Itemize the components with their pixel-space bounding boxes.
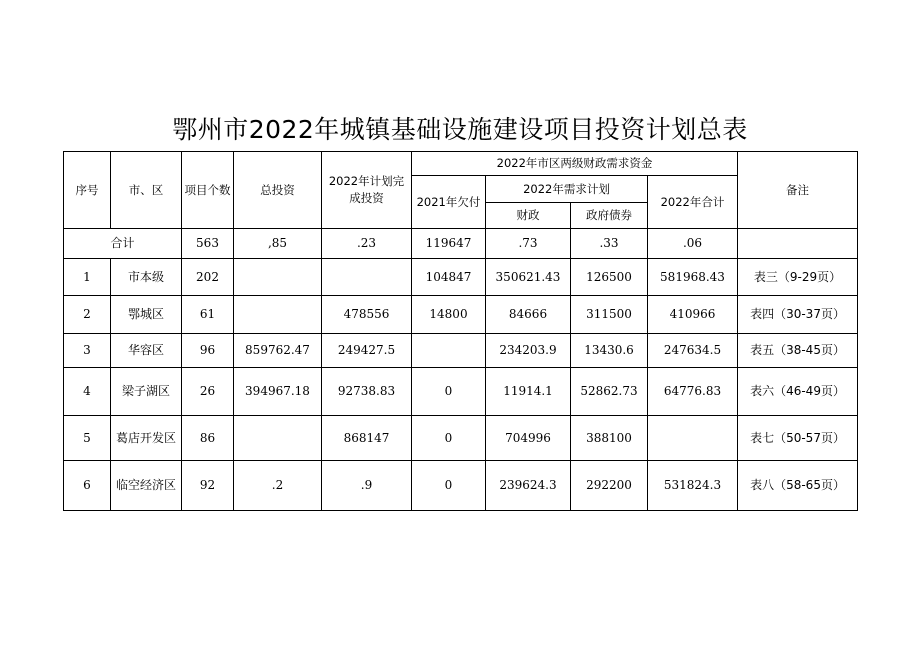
cell-plan-2022: 92738.83 — [322, 368, 412, 416]
cell-arrears-2021 — [412, 334, 486, 368]
cell-remarks: 表三（9-29页） — [738, 259, 858, 296]
header-arrears-2021: 2021年欠付 — [412, 176, 486, 229]
cell-seq: 2 — [64, 296, 111, 334]
header-plan-2022: 2022年计划完成投资 — [322, 152, 412, 229]
header-seq: 序号 — [64, 152, 111, 229]
cell-sum-2022: 531824.3 — [648, 461, 738, 511]
cell-bond: 388100 — [571, 416, 648, 461]
header-district: 市、区 — [111, 152, 182, 229]
header-demand-2022: 2022年需求计划 — [486, 176, 648, 203]
total-invest: ,85 — [234, 229, 322, 259]
total-sum-2022: .06 — [648, 229, 738, 259]
header-sum-2022: 2022年合计 — [648, 176, 738, 229]
cell-finance: 234203.9 — [486, 334, 571, 368]
cell-district: 华容区 — [111, 334, 182, 368]
cell-count: 96 — [182, 334, 234, 368]
cell-seq: 1 — [64, 259, 111, 296]
total-plan-2022: .23 — [322, 229, 412, 259]
table-row — [64, 296, 858, 334]
cell-finance: 239624.3 — [486, 461, 571, 511]
table-row — [64, 259, 858, 296]
header-finance: 财政 — [486, 203, 571, 229]
cell-plan-2022 — [322, 259, 412, 296]
header-funding-group: 2022年市区两级财政需求资金 — [412, 152, 738, 176]
cell-sum-2022 — [648, 416, 738, 461]
cell-seq: 6 — [64, 461, 111, 511]
table-row — [64, 416, 858, 461]
cell-total-invest — [234, 259, 322, 296]
total-remarks — [738, 229, 858, 259]
cell-bond: 292200 — [571, 461, 648, 511]
cell-sum-2022: 64776.83 — [648, 368, 738, 416]
cell-district: 临空经济区 — [111, 461, 182, 511]
cell-bond: 311500 — [571, 296, 648, 334]
cell-arrears-2021: 14800 — [412, 296, 486, 334]
cell-remarks: 表七（50-57页） — [738, 416, 858, 461]
cell-total-invest — [234, 416, 322, 461]
table-row — [64, 461, 858, 511]
header-total-invest: 总投资 — [234, 152, 322, 229]
cell-count: 86 — [182, 416, 234, 461]
cell-bond: 13430.6 — [571, 334, 648, 368]
cell-total-invest: .2 — [234, 461, 322, 511]
cell-count: 92 — [182, 461, 234, 511]
cell-seq: 5 — [64, 416, 111, 461]
cell-plan-2022: 868147 — [322, 416, 412, 461]
cell-plan-2022: 478556 — [322, 296, 412, 334]
cell-district: 市本级 — [111, 259, 182, 296]
cell-arrears-2021: 0 — [412, 416, 486, 461]
header-bond: 政府债券 — [571, 203, 648, 229]
cell-count: 26 — [182, 368, 234, 416]
cell-seq: 3 — [64, 334, 111, 368]
total-row — [64, 229, 858, 259]
table-row — [64, 368, 858, 416]
cell-count: 61 — [182, 296, 234, 334]
header-row-1 — [64, 152, 858, 176]
cell-arrears-2021: 104847 — [412, 259, 486, 296]
cell-district: 鄂城区 — [111, 296, 182, 334]
cell-seq: 4 — [64, 368, 111, 416]
cell-remarks: 表六（46-49页） — [738, 368, 858, 416]
cell-arrears-2021: 0 — [412, 461, 486, 511]
cell-bond: 126500 — [571, 259, 648, 296]
cell-sum-2022: 410966 — [648, 296, 738, 334]
total-bond: .33 — [571, 229, 648, 259]
cell-district: 梁子湖区 — [111, 368, 182, 416]
cell-total-invest: 394967.18 — [234, 368, 322, 416]
cell-remarks: 表八（58-65页） — [738, 461, 858, 511]
cell-remarks: 表四（30-37页） — [738, 296, 858, 334]
cell-district: 葛店开发区 — [111, 416, 182, 461]
total-count: 563 — [182, 229, 234, 259]
cell-plan-2022: 249427.5 — [322, 334, 412, 368]
cell-sum-2022: 247634.5 — [648, 334, 738, 368]
total-arrears-2021: 119647 — [412, 229, 486, 259]
cell-total-invest: 859762.47 — [234, 334, 322, 368]
cell-count: 202 — [182, 259, 234, 296]
table-row — [64, 334, 858, 368]
cell-plan-2022: .9 — [322, 461, 412, 511]
total-finance: .73 — [486, 229, 571, 259]
total-label: 合计 — [64, 229, 182, 259]
page-title: 鄂州市2022年城镇基础设施建设项目投资计划总表 — [172, 115, 748, 144]
cell-total-invest — [234, 296, 322, 334]
cell-finance: 350621.43 — [486, 259, 571, 296]
cell-arrears-2021: 0 — [412, 368, 486, 416]
cell-bond: 52862.73 — [571, 368, 648, 416]
cell-finance: 84666 — [486, 296, 571, 334]
cell-finance: 11914.1 — [486, 368, 571, 416]
investment-table — [63, 151, 858, 511]
cell-remarks: 表五（38-45页） — [738, 334, 858, 368]
header-count: 项目个数 — [182, 152, 234, 229]
header-remarks: 备注 — [738, 152, 858, 229]
cell-finance: 704996 — [486, 416, 571, 461]
cell-sum-2022: 581968.43 — [648, 259, 738, 296]
